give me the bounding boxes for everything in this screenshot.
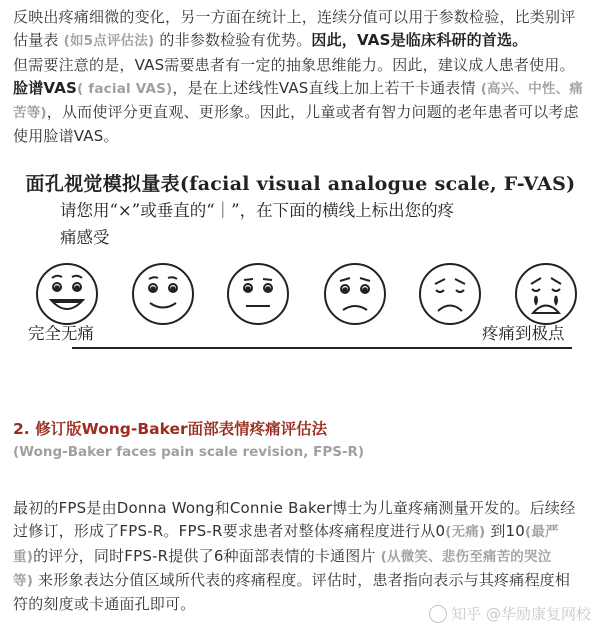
slightly-sad-face-icon <box>325 264 385 324</box>
slight-smile-face-icon <box>133 264 193 324</box>
figure-title: 面孔视觉模拟量表(facial visual analogue scale, F-VAS) <box>25 173 576 195</box>
sad-face-icon <box>420 264 480 324</box>
para2-line4: 等) 来形象表达分值区域所代表的疼痛程度。评估时，患者指向表示与其疼痛程度相 <box>13 570 571 589</box>
visual-analogue-line <box>72 347 572 349</box>
watermark-logo-icon <box>429 605 447 623</box>
worst-pain-label: 疼痛到极点 <box>482 324 565 343</box>
crying-face-icon <box>516 264 576 324</box>
figure-instruction-line2: 痛感受 <box>60 228 110 247</box>
section-subheading: (Wong-Baker faces pain scale revision, FPS-R) <box>13 444 365 460</box>
watermark: 知乎 @华励康复网校 <box>429 603 591 624</box>
para2-line1: 最初的FPS是由Donna Wong和Connie Baker博士为儿童疼痛测量开发的。后续经 <box>13 499 576 517</box>
para1-line3: 但需要注意的是，VAS需要患者有一定的抽象思维能力。因此，建议成人患者使用。 <box>13 55 575 74</box>
para1-line6: 使用脸谱VAS。 <box>13 127 119 146</box>
para1-line5: 苦等)，从而使评分更直观、更形象。因此，儿童或者有智力问题的老年患者可以考虑 <box>13 103 579 122</box>
fps-r-paragraph <box>13 497 595 616</box>
neutral-face-icon <box>228 264 288 324</box>
figure-instruction-line1: 请您用“×”或垂直的“｜”，在下面的横线上标出您的疼 <box>60 201 455 220</box>
para2-line5: 符的刻度或卡通面孔即可。 <box>13 595 196 614</box>
smiling-face-icon <box>37 264 97 324</box>
intro-paragraph <box>13 6 595 149</box>
para2-line3: 重)的评分，同时FPS-R提供了6种面部表情的卡通图片 (从微笑、悲伤至痛苦的哭泣 <box>13 546 552 565</box>
para1-line2: 估量表 (如5点评估法) 的非参数检验有优势。因此，VAS是临床科研的首选。 <box>13 31 528 50</box>
para2-line2: 过修订，形成了FPS-R。FPS-R要求患者对整体疼痛程度进行从0(无痛) 到10(最严 <box>13 522 559 541</box>
face-scale-image <box>0 250 601 370</box>
para1-line1: 反映出疼痛细微的变化，另一方面在统计上，连续分值可以用于参数检验，比类别评 <box>13 8 576 26</box>
no-pain-label: 完全无痛 <box>28 324 94 343</box>
para1-line4: 脸谱VAS( facial VAS)，是在上述线性VAS直线上加上若干卡通表情 (高兴、中性、痛 <box>13 78 583 97</box>
section-heading: 2. 修订版Wong-Baker面部表情疼痛评估法 <box>13 420 328 438</box>
